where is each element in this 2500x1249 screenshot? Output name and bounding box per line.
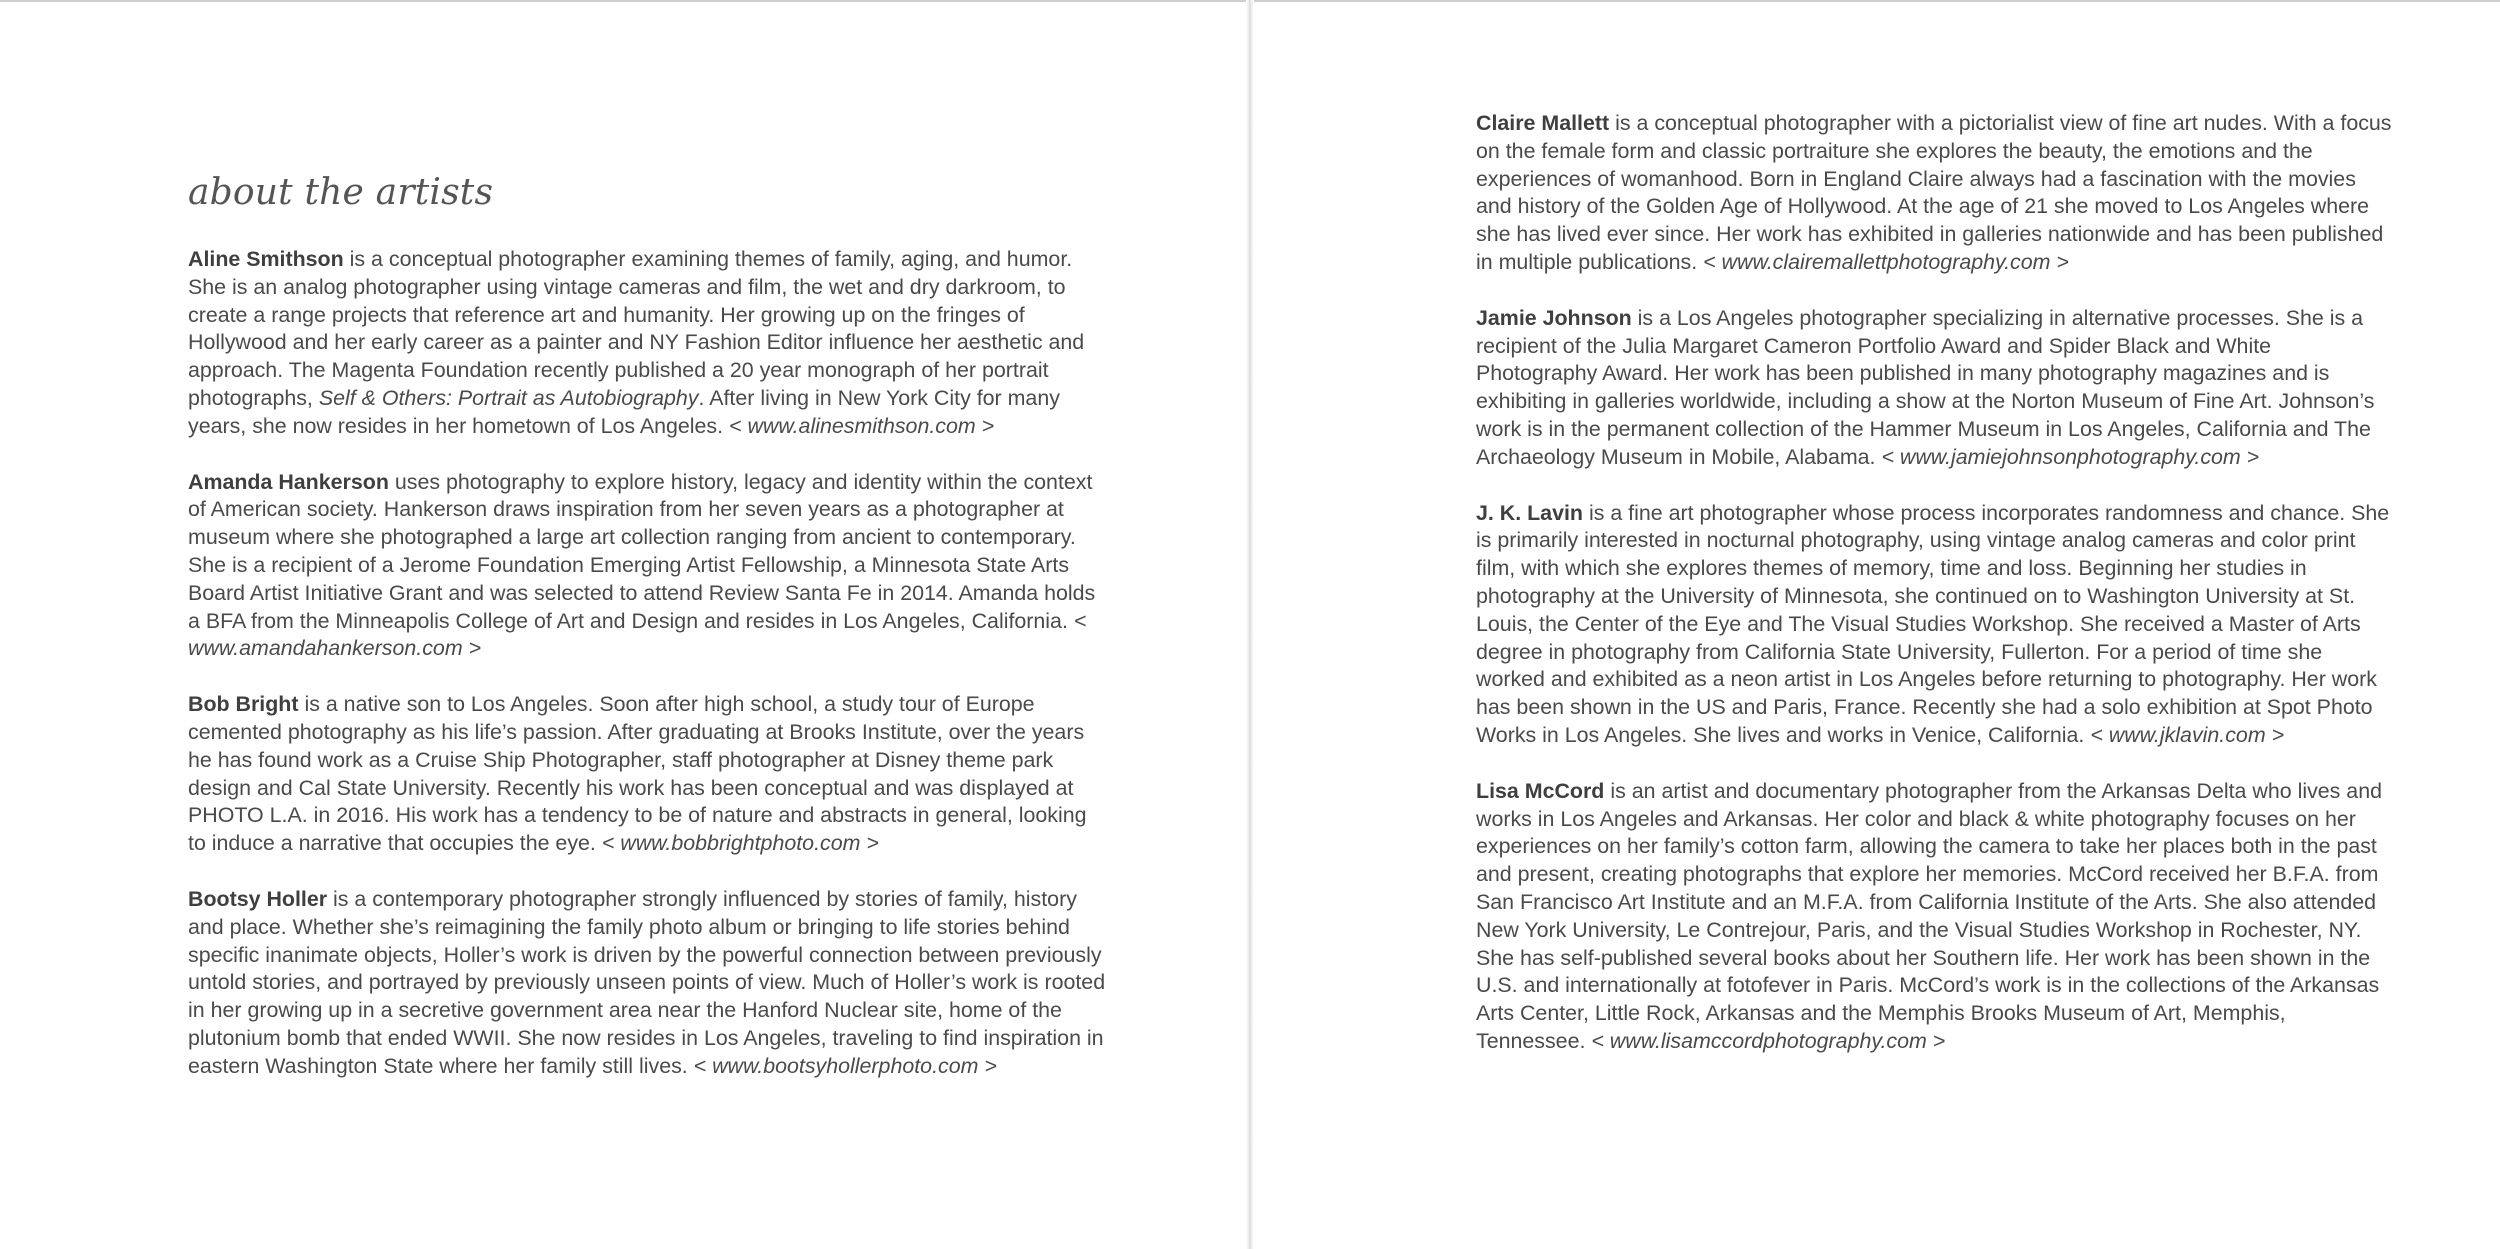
artist-website-link[interactable]: < www.amandahankerson.com > [188, 608, 1087, 661]
artist-website-link[interactable]: < www.bobbrightphoto.com > [601, 831, 879, 856]
bio-text: uses photography to explore history, legacy and identity within the context of American society. Hankerson draws inspiration from her seven years as a photographer at museum where she photographed a large art collection ranging from ancient to contemporary. She is a recipient of a Jerome Foundation Emerging Artist Fellowship, a Minnesota State Arts Board Artist Initiative Grant and was selected to attend Review Santa Fe in 2014. Amanda holds a BFA from the Minneapolis College of Art and Design and resides in Los Angeles, California. [188, 469, 1096, 633]
artist-name: Jamie Johnson [1476, 305, 1632, 330]
bio-aline-smithson [188, 246, 1108, 441]
bio-text: is a conceptual photographer with a pictorialist view of fine art nudes. With a focus on the female form and classic portraiture she explores the beauty, the emotions and the experiences of womanhood. Born in England Claire always had a fascination with the movies and history of the Golden Age of Hollywood. At the age of 21 she moved to Los Angeles where she has lived ever since. Her work has exhibited in galleries nationwide and has been published in multiple publications. [1476, 111, 2392, 274]
artist-name: Claire Mallett [1476, 111, 1610, 135]
bio-text: is a fine art photographer whose process incorporates randomness and chance. She is primarily interested in nocturnal photography, using vintage analog cameras and color print film, with which she explores themes of memory, time and loss. Beginning her studies in photography at the University of Minnesota, she continued on to Washington University at St. Louis, the Center of the Eye and The Visual Studies Workshop. She received a Master of Arts degree in photography from California State University, Fullerton. For a period of time she worked and exhibited as a neon artist in Los Angeles before returning to photography. Her work has been shown in the US and Paris, France. Recently she had a solo exhibition at Spot Photo Works in Los Angeles. She lives and works in Venice, California. [1476, 500, 2390, 747]
artist-website-link[interactable]: < www.bootsyhollerphoto.com > [693, 1053, 997, 1078]
bio-text: . After living in New York City for many years, she now resides in her hometown of Los Angeles. [188, 385, 1060, 438]
left-column [188, 246, 1108, 1109]
bio-bootsy-holler [188, 886, 1108, 1081]
book-title: Self & Others: Portrait as Autobiography [318, 385, 699, 410]
right-column [1476, 110, 2396, 1084]
bio-text: is a conceptual photographer examining themes of family, aging, and humor. She is an analog photographer using vintage cameras and film, the wet and dry darkroom, to create a range projects that reference art and humanity. Her growing up on the fringes of Hollywood and her early career as a painter and NY Fashion Editor influence her aesthetic and approach. The Magenta Foundation recently published a 20 year monograph of her portrait photographs, [188, 247, 1085, 410]
bio-bob-bright [188, 691, 1108, 858]
artist-website-link[interactable]: < www.jklavin.com > [2090, 722, 2285, 747]
artist-website-link[interactable]: < www.jamiejohnsonphotography.com > [1881, 444, 2260, 469]
bio-jk-lavin [1476, 500, 2396, 750]
artist-name: Amanda Hankerson [188, 469, 389, 494]
section-title: about the artists [188, 172, 494, 213]
artist-website-link[interactable]: < www.lisamccordphotography.com > [1591, 1028, 1946, 1053]
bio-text: is an artist and documentary photographer from the Arkansas Delta who lives and works in Los Angeles and Arkansas. Her color and black & white photography focuses on her experiences on her family’s cotton farm, allowing the camera to take her places both in the past and present, creating photographs that explore her memories. McCord received her B.F.A. from San Francisco Art Institute and an M.F.A. from California Institute of the Arts. She also attended New York University, Le Contrejour, Paris, and the Visual Studies Workshop in Rochester, NY. She has self-published several books about her Southern life. Her work has been shown in the U.S. and internationally at fotofever in Paris. McCord’s work is in the collections of the Arkansas Arts Center, Little Rock, Arkansas and the Memphis Brooks Museum of Art, Memphis, Tennessee. [1476, 778, 2382, 1053]
artist-website-link[interactable]: < www.clairemallettphotography.com > [1703, 249, 2069, 274]
bio-claire-mallett [1476, 110, 2396, 277]
artist-name: Lisa McCord [1476, 778, 1605, 803]
bio-amanda-hankerson [188, 469, 1108, 664]
book-gutter [1246, 0, 1254, 1249]
artist-name: J. K. Lavin [1476, 500, 1583, 525]
bio-text: is a contemporary photographer strongly influenced by stories of family, history and place. Whether she’s reimagining the family photo album or bringing to life stories behind specific inanimate objects, Holler’s work is driven by the powerful connection between previously untold stories, and portrayed by previously unseen points of view. Much of Holler’s work is rooted in her growing up in a secretive government area near the Hanford Nuclear site, home of the plutonium bomb that ended WWII. She now resides in Los Angeles, traveling to find inspiration in eastern Washington State where her family still lives. [188, 886, 1106, 1078]
artist-website-link[interactable]: < www.alinesmithson.com > [729, 413, 995, 438]
artist-name: Aline Smithson [188, 247, 344, 271]
bio-jamie-johnson [1476, 305, 2396, 472]
artist-name: Bootsy Holler [188, 886, 328, 911]
bio-text: is a Los Angeles photographer specializing in alternative processes. She is a recipient of the Julia Margaret Cameron Portfolio Award and Spider Black and White Photography Award. Her work has been published in many photography magazines and is exhibiting in galleries worldwide, including a show at the Norton Museum of Fine Art. Johnson’s work is in the permanent collection of the Hammer Museum in Los Angeles, California and The Archaeology Museum in Mobile, Alabama. [1476, 305, 2375, 469]
artist-name: Bob Bright [188, 692, 299, 717]
bio-text: is a native son to Los Angeles. Soon after high school, a study tour of Europe cemented photography as his life’s passion. After graduating at Brooks Institute, over the years he has found work as a Cruise Ship Photographer, staff photographer at Disney theme park design and Cal State University. Recently his work has been conceptual and was displayed at PHOTO L.A. in 2016. His work has a tendency to be of nature and abstracts in general, looking to induce a narrative that occupies the eye. [188, 692, 1087, 856]
bio-lisa-mccord [1476, 778, 2396, 1056]
